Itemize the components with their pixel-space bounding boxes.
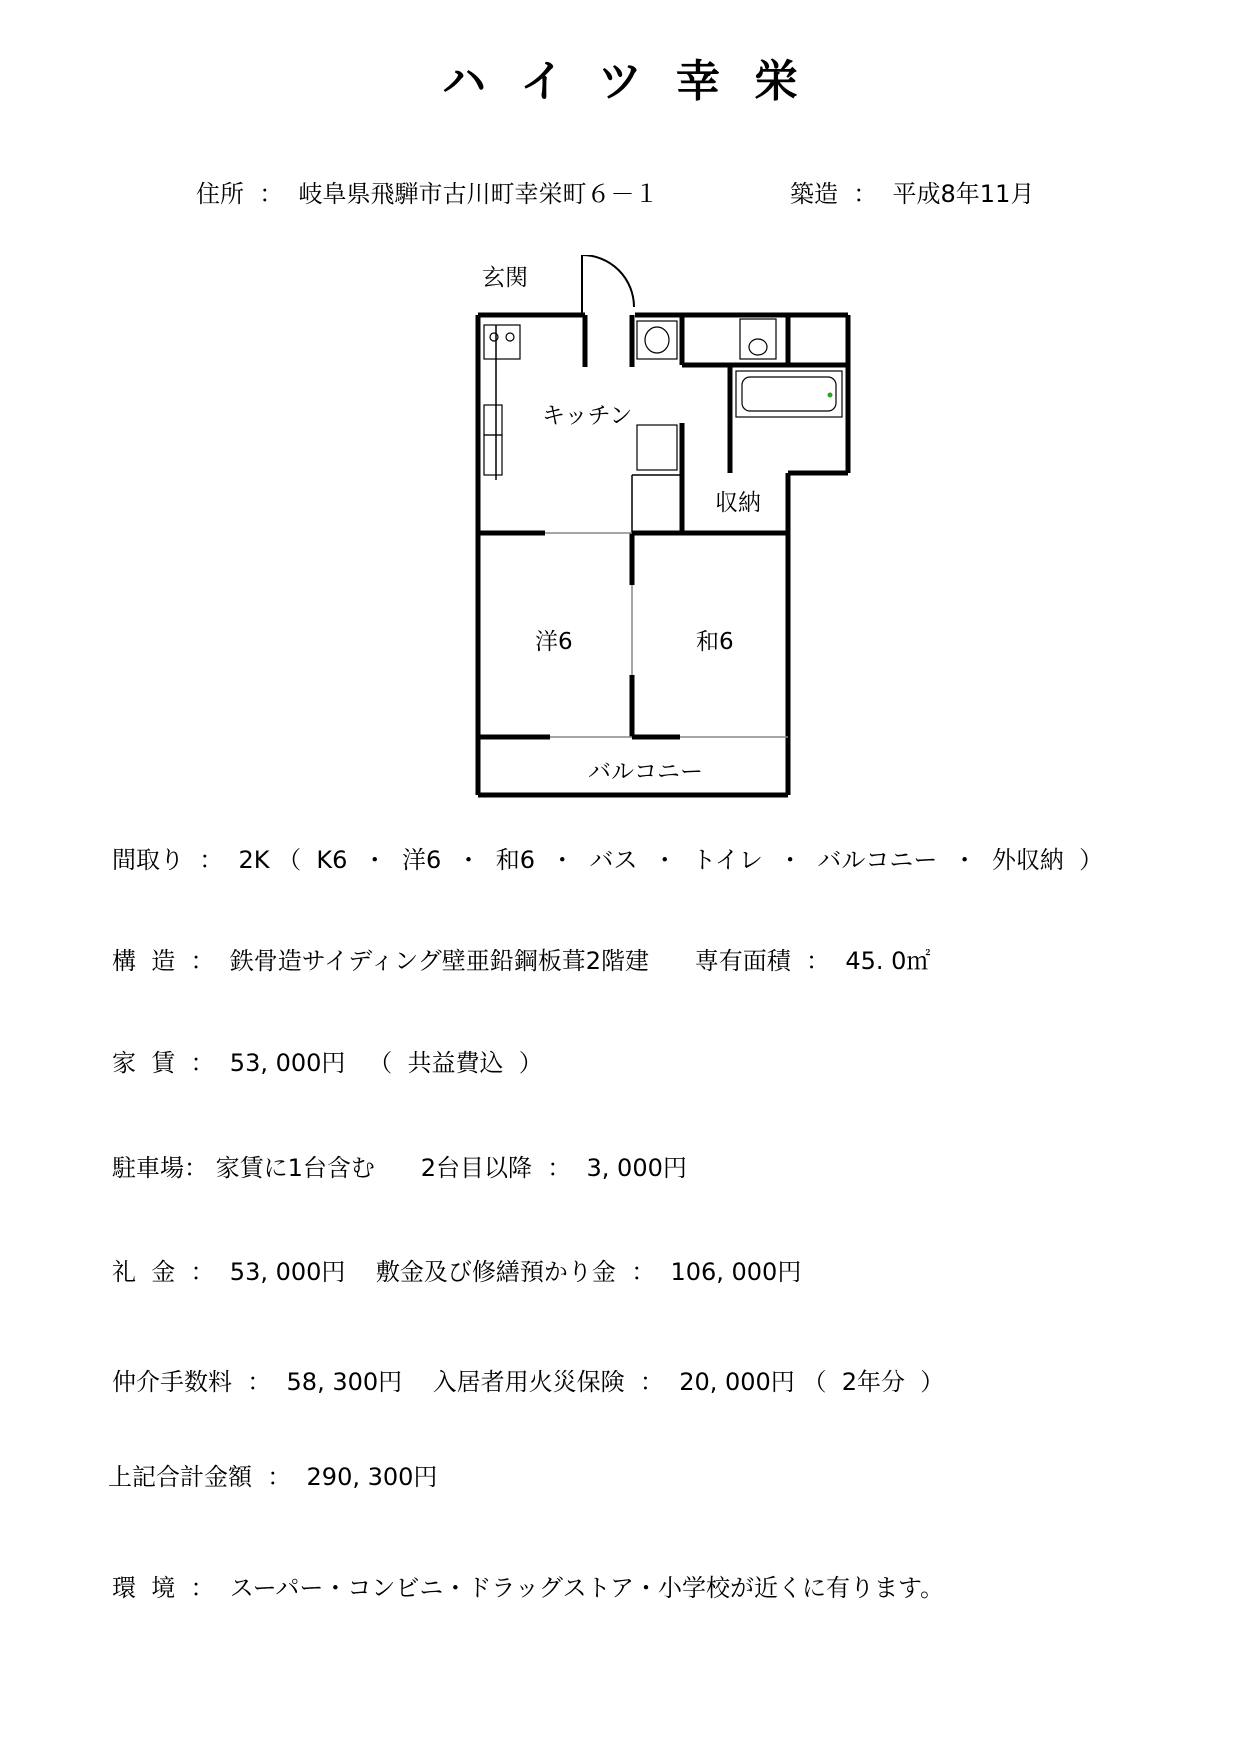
brokerage-value: 58, 300円 (286, 1368, 403, 1396)
total-sep: ： (267, 1463, 292, 1491)
structure-value: 鉄骨造サイディング壁亜鉛鋼板葺2階建 (229, 947, 649, 975)
key-money-line (112, 1254, 801, 1290)
insurance-sep: ： (639, 1368, 664, 1396)
area-sep: ： (806, 947, 831, 975)
insurance-label: 入居者用火災保険 (432, 1368, 625, 1396)
area-label: 専有面積 (694, 947, 791, 975)
deposit-sep: ： (631, 1258, 656, 1286)
stove-icon (484, 325, 520, 359)
storage-label: 収納 (715, 490, 761, 516)
parking-label: 駐車場： (112, 1154, 208, 1182)
rent-value: 53, 000円 (229, 1049, 346, 1077)
built-sep: ： (853, 180, 878, 208)
floor-plan (470, 255, 870, 815)
western-room-label: 洋6 (535, 629, 573, 655)
structure-label: 構 造 (112, 947, 176, 975)
address-label: 住所 (196, 180, 244, 208)
kitchen-label: キッチン (542, 403, 633, 429)
environment-line (112, 1570, 944, 1606)
environment-value: スーパー・コンビニ・ドラッグストア・小学校が近くに有ります。 (229, 1574, 945, 1602)
environment-sep: ： (190, 1574, 215, 1602)
page-title: ハイツ幸栄 (442, 56, 832, 107)
sink-icon (484, 405, 502, 435)
parking-extra-sep: ： (547, 1154, 572, 1182)
rent-sep: ： (190, 1049, 215, 1077)
key-money-sep: ： (190, 1258, 215, 1286)
bathtub-icon (736, 371, 842, 417)
deposit-label: 敷金及び修繕預かり金 (375, 1258, 616, 1286)
layout-sep: ： (199, 846, 224, 874)
built-value: 平成8年11月 (892, 180, 1035, 208)
built-label: 築造 (790, 180, 838, 208)
total-value: 290, 300円 (306, 1463, 438, 1491)
brokerage-sep: ： (247, 1368, 272, 1396)
fridge-icon (484, 435, 502, 475)
entrance-label: 玄関 (482, 265, 528, 291)
environment-label: 環 境 (112, 1574, 176, 1602)
washing-machine-icon (637, 425, 677, 470)
parking-line (112, 1150, 687, 1186)
structure-sep: ： (190, 947, 215, 975)
rent-note: （ 共益費込 ） (368, 1049, 543, 1077)
parking-extra-value: 3, 000円 (586, 1154, 687, 1182)
balcony-label: バルコニー (588, 759, 703, 785)
address-value: 岐阜県飛騨市古川町幸栄町６－１ (298, 180, 659, 208)
parking-extra-label: 2台目以降 (420, 1154, 532, 1182)
brokerage-line (112, 1364, 944, 1400)
address-sep: ： (259, 180, 284, 208)
layout-label: 間取り (112, 846, 184, 874)
layout-value: 2K （ K6 ・ 洋6 ・ 和6 ・ バス ・ トイレ ・ バルコニー ・ 外収納 ） (238, 846, 1104, 874)
rent-line (112, 1045, 543, 1081)
total-label: 上記合計金額 (108, 1463, 252, 1491)
parking-value: 家賃に1台含む (215, 1154, 375, 1182)
entrance-door-icon (582, 255, 634, 315)
insurance-note: （ 2年分 ） (802, 1368, 945, 1396)
key-money-label: 礼 金 (112, 1258, 176, 1286)
layout-line (112, 842, 1103, 878)
japanese-room-label: 和6 (696, 629, 734, 655)
walls (478, 315, 848, 795)
brokerage-label: 仲介手数料 (112, 1368, 232, 1396)
rent-label: 家 賃 (112, 1049, 176, 1077)
insurance-value: 20, 000円 (679, 1368, 795, 1396)
built-line (790, 176, 1034, 212)
key-money-value: 53, 000円 (229, 1258, 346, 1286)
area-value: 45. 0㎡ (845, 947, 931, 975)
structure-line (112, 943, 930, 979)
deposit-value: 106, 000円 (670, 1258, 802, 1286)
address-line (196, 176, 659, 212)
total-line (108, 1459, 437, 1495)
